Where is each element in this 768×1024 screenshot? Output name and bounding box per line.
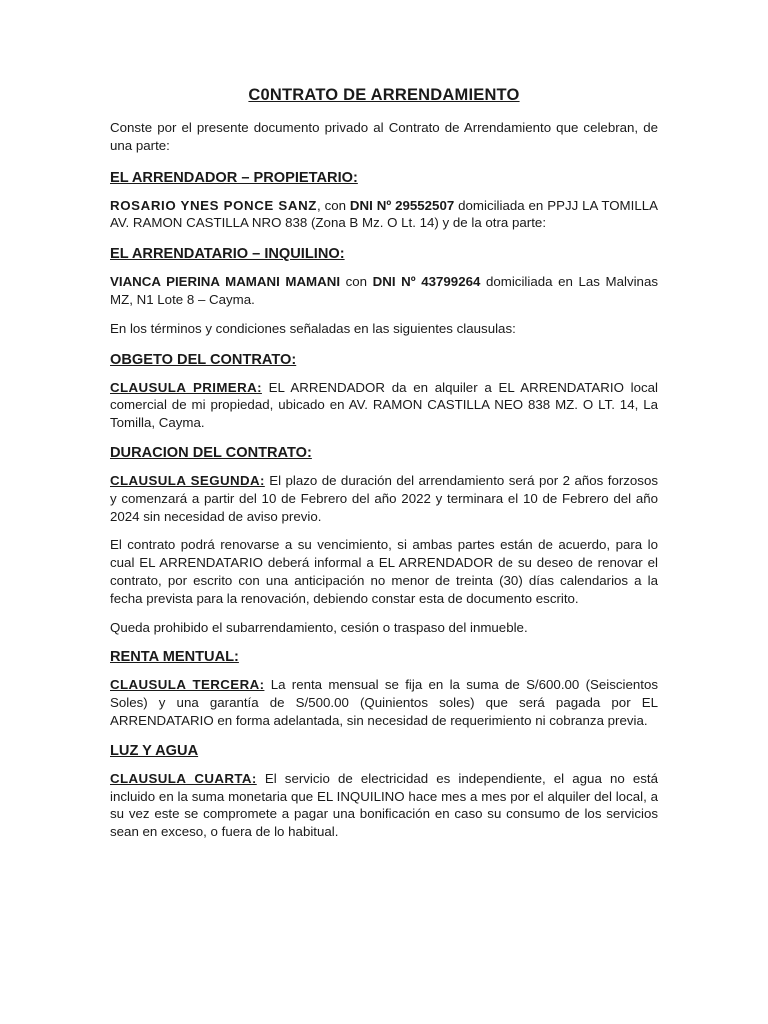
arrendatario-name: VIANCA PIERINA MAMANI MAMANI <box>110 274 341 290</box>
arrendador-name: ROSARIO YNES PONCE SANZ <box>110 197 317 213</box>
duracion-heading: DURACION DEL CONTRATO: <box>110 444 312 461</box>
arrendatario-dni: DNI Nº 43799264 <box>372 274 481 290</box>
intro-paragraph: Conste por el presente documento privado al Contrato de Arrendamiento que celebran, de una parte: <box>110 120 658 153</box>
clausula-cuarta-text: El servicio de electricidad es independiente, el agua no está incluido en la suma monetaria que EL INQUILINO hace mes a mes por el alquiler del local, a su vez este se compromete a pagar una bonificación en caso su consumo de los servicios sean en exceso, o fuera de lo habitual. <box>110 770 658 840</box>
clausula-segunda-label: CLAUSULA SEGUNDA: <box>110 472 265 488</box>
clausula-segunda-text: El plazo de duración del arrendamiento será por 2 años forzosos y comenzará a partir del 10 de Febrero del año 2022 y terminara el 10 de Febrero del año 2024 sin necesidad de aviso previo. <box>110 472 659 524</box>
clausula-tercera-label: CLAUSULA TERCERA: <box>110 677 265 693</box>
renovacion-paragraph: El contrato podrá renovarse a su vencimiento, si ambas partes están de acuerdo, para lo cual EL ARRENDATARIO deberá informal a EL ARRENDADOR de su deseo de renovar el contrato, por escrito con una anticipación no menor de treinta (30) días calendarios a la fecha prevista para la renovación, debiendo constar esta de documento escrito. <box>110 537 658 606</box>
clausula-primera-paragraph <box>110 379 658 432</box>
terminos-paragraph: En los términos y condiciones señaladas en las siguientes clausulas: <box>110 320 516 336</box>
clausula-segunda-paragraph <box>110 472 658 525</box>
arrendatario-heading: EL ARRENDATARIO – INQUILINO: <box>110 246 345 263</box>
arrendador-heading: EL ARRENDADOR – PROPIETARIO: <box>110 169 358 186</box>
arrendador-dni: DNI Nº 29552507 <box>349 197 455 213</box>
arrendador-address: domiciliada en PPJJ LA TOMILLA AV. RAMON CASTILLA NRO 838 (Zona B Mz. O Lt. 14) y de la otra parte: <box>110 197 658 231</box>
prohibido-paragraph: Queda prohibido el subarrendamiento, cesión o traspaso del inmueble. <box>110 619 528 635</box>
document-page <box>110 0 658 841</box>
arrendador-paragraph <box>110 197 658 233</box>
clausula-tercera-text: La renta mensual se fija en la suma de S/600.00 (Seiscientos Soles) y una garantía de S/500.00 (Quinientos soles) que será pagada por EL ARRENDATARIO en forma adelantada, sin necesidad de requerimiento ni cobranza previa. <box>110 677 659 728</box>
luz-agua-heading: LUZ Y AGUA <box>110 742 199 759</box>
document-title: C0NTRATO DE ARRENDAMIENTO <box>248 86 520 104</box>
clausula-cuarta-paragraph <box>110 770 658 841</box>
clausula-primera-label: CLAUSULA PRIMERA: <box>110 379 262 395</box>
arrendatario-paragraph <box>110 273 658 309</box>
renta-heading: RENTA MENTUAL: <box>110 649 239 666</box>
arrendatario-con: con <box>340 274 373 290</box>
clausula-tercera-paragraph <box>110 676 658 729</box>
objeto-heading: OBGETO DEL CONTRATO: <box>110 351 297 368</box>
clausula-cuarta-label: CLAUSULA CUARTA: <box>110 770 257 786</box>
arrendador-con: , con <box>317 197 350 213</box>
arrendatario-address: domiciliada en Las Malvinas MZ, N1 Lote 8 – Cayma. <box>110 274 658 307</box>
clausula-primera-text: EL ARRENDADOR da en alquiler a EL ARRENDATARIO local comercial de mi propiedad, ubicado en AV. RAMON CASTILLA NEO 838 MZ. O LT. 14, La Tomilla, Cayma. <box>110 379 658 431</box>
